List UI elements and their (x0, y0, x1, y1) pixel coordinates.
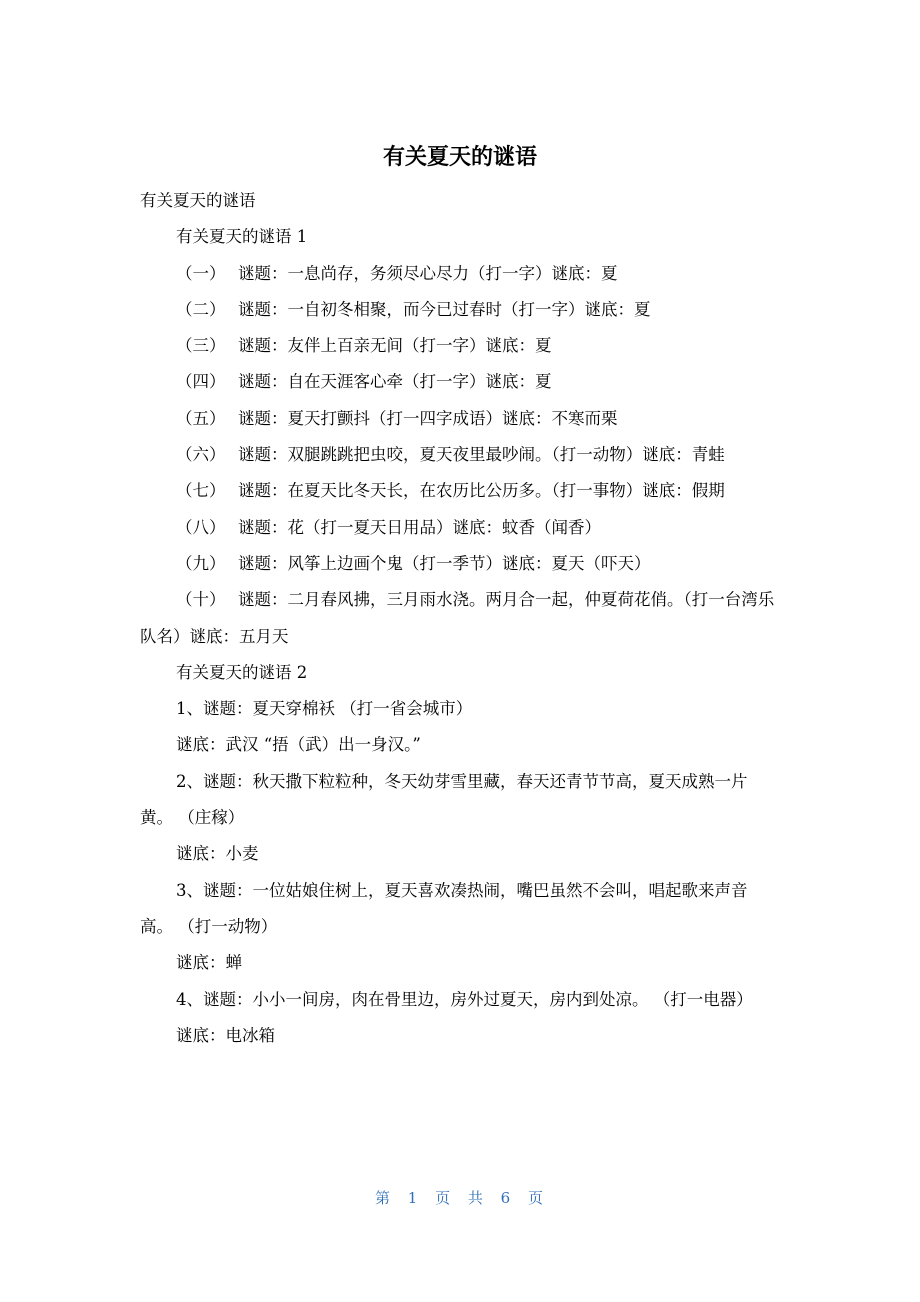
riddle-text: 谜题：一息尚存，务须尽心尽力（打一字）谜底：夏 (238, 263, 618, 283)
riddle-item-7 (140, 473, 780, 509)
riddle2-answer: 谜底：武汉 “捂（武）出一身汉。” (176, 735, 421, 755)
riddle-number: （五） (176, 408, 226, 428)
riddle-number: （九） (176, 553, 226, 573)
section2-heading: 有关夏天的谜语 2 (176, 662, 308, 682)
riddle-item-1 (140, 256, 780, 292)
riddle-text: 谜题：风筝上边画个鬼（打一季节）谜底：夏天（吓天） (238, 553, 651, 573)
page-footer: 第 1 页 共 6 页 (375, 1189, 545, 1207)
riddle-item-2 (140, 292, 780, 328)
riddle-number: （四） (176, 372, 226, 392)
document-body (140, 183, 780, 1054)
riddle-text: 谜题：一自初冬相聚，而今已过春时（打一字）谜底：夏 (238, 299, 651, 319)
riddle2-answer: 谜底：电冰箱 (176, 1025, 275, 1045)
riddle-item-5 (140, 401, 780, 437)
riddle2-line: 4、谜题：小小一间房，肉在骨里边，房外过夏天，房内到处凉。 （打一电器） (176, 989, 753, 1009)
section1-heading: 有关夏天的谜语 1 (176, 227, 308, 247)
riddle2-line: 3、谜题：一位姑娘住树上，夏天喜欢凑热闹，嘴巴虽然不会叫，唱起歌来声音高。 （打一动物） (140, 880, 748, 936)
riddle-item-4 (140, 364, 780, 400)
riddle-number: （一） (176, 263, 226, 283)
riddle-number: （三） (176, 336, 226, 356)
riddle-number: （七） (176, 481, 226, 501)
riddle-number: （二） (176, 299, 226, 319)
riddle2-line: 1、谜题：夏天穿棉袄 （打一省会城市） (176, 699, 473, 719)
riddle-number: （十） (176, 590, 226, 610)
riddle-text: 谜题：友伴上百亲无间（打一字）谜底：夏 (238, 336, 552, 356)
riddle-number: （八） (176, 517, 226, 537)
riddle-item-3 (140, 328, 780, 364)
riddle-text: 谜题：双腿跳跳把虫咬，夏天夜里最吵闹。（打一动物）谜底：青蛙 (238, 445, 725, 465)
riddle2-answer: 谜底：蝉 (176, 953, 242, 973)
riddle-item-10 (140, 582, 780, 655)
riddle2-answer: 谜底：小麦 (176, 844, 259, 864)
riddle-text: 谜题：自在天涯客心牵（打一字）谜底：夏 (238, 372, 552, 392)
riddle-text: 谜题：夏天打颤抖（打一四字成语）谜底：不寒而栗 (238, 408, 618, 428)
riddle-number: （六） (176, 445, 226, 465)
riddle2-line: 2、谜题：秋天撒下粒粒种，冬天幼芽雪里藏，春天还青节节高，夏天成熟一片黄。 （庄稼） (140, 771, 748, 828)
document-title: 有关夏天的谜语 (382, 145, 537, 170)
riddle-item-6 (140, 437, 780, 473)
riddle-item-9 (140, 546, 780, 582)
riddle-text: 谜题：二月春风拂，三月雨水浇。两月合一起，仲夏荷花俏。（打一台湾乐队名）谜底：五月天 (140, 590, 775, 646)
intro-line: 有关夏天的谜语 (140, 191, 256, 210)
riddle-text: 谜题：在夏天比冬天长，在农历比公历多。（打一事物）谜底：假期 (238, 481, 725, 501)
riddle-item-8 (140, 510, 780, 546)
riddle-text: 谜题：花（打一夏天日用品）谜底：蚊香（闻香） (238, 517, 601, 537)
